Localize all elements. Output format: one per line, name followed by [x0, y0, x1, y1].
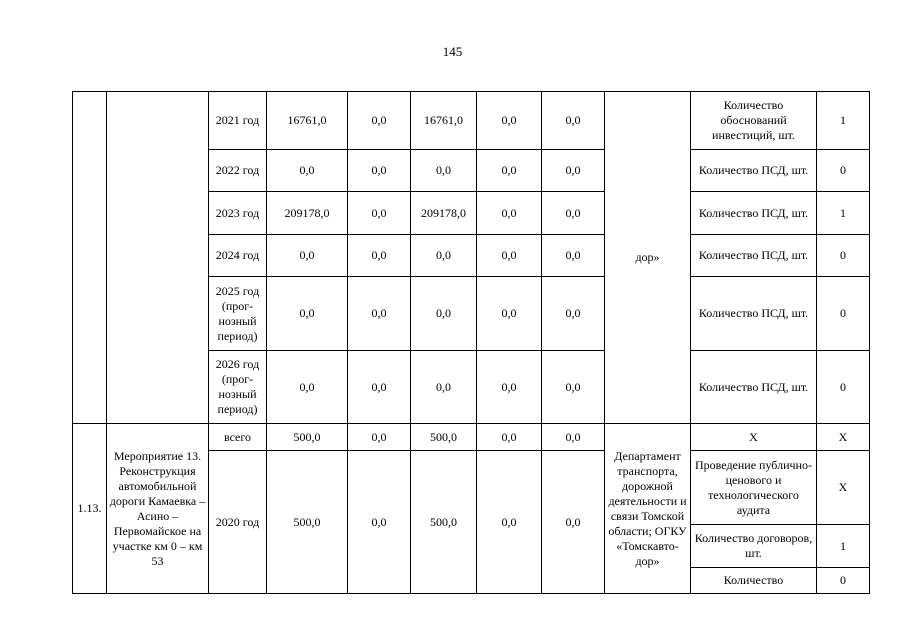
- other-cell: 0,0: [542, 277, 605, 351]
- year-cell: 2022 год: [209, 150, 267, 192]
- local-cell: 0,0: [477, 235, 542, 277]
- total-cell: 500,0: [267, 451, 348, 594]
- indicator-value-cell: 1: [817, 192, 870, 235]
- other-cell: 0,0: [542, 92, 605, 150]
- indicator-cell: Количество ПСД, шт.: [691, 150, 817, 192]
- year-cell: 2024 год: [209, 235, 267, 277]
- indicator-cell: Проведение публично-ценового и технологического аудита: [691, 451, 817, 525]
- regional-cell: 16761,0: [411, 92, 477, 150]
- program-table: [72, 91, 870, 594]
- local-cell: 0,0: [477, 277, 542, 351]
- other-cell: 0,0: [542, 424, 605, 451]
- indicator-value-cell: 0: [817, 568, 870, 594]
- federal-cell: 0,0: [348, 424, 411, 451]
- other-cell: 0,0: [542, 150, 605, 192]
- federal-cell: 0,0: [348, 277, 411, 351]
- regional-cell: 0,0: [411, 351, 477, 424]
- indicator-value-cell: 1: [817, 92, 870, 150]
- indicator-value-cell: 0: [817, 235, 870, 277]
- other-cell: 0,0: [542, 451, 605, 594]
- page-number: 145: [442, 44, 463, 59]
- other-cell: 0,0: [542, 351, 605, 424]
- executor-cell: дор»: [605, 92, 691, 424]
- total-cell: 500,0: [267, 424, 348, 451]
- indicator-value-cell: 0: [817, 351, 870, 424]
- total-cell: 209178,0: [267, 192, 348, 235]
- year-cell: 2025 год (прог-нозный период): [209, 277, 267, 351]
- federal-cell: 0,0: [348, 451, 411, 594]
- year-cell: 2023 год: [209, 192, 267, 235]
- regional-cell: 500,0: [411, 451, 477, 594]
- indicator-value-cell: Х: [817, 451, 870, 525]
- table-row: [73, 92, 870, 150]
- year-cell: 2021 год: [209, 92, 267, 150]
- local-cell: 0,0: [477, 192, 542, 235]
- indicator-cell: Количество ПСД, шт.: [691, 351, 817, 424]
- local-cell: 0,0: [477, 424, 542, 451]
- total-cell: 16761,0: [267, 92, 348, 150]
- indicator-cell: Количество ПСД, шт.: [691, 235, 817, 277]
- total-cell: 0,0: [267, 235, 348, 277]
- regional-cell: 209178,0: [411, 192, 477, 235]
- indicator-value-cell: 0: [817, 150, 870, 192]
- other-cell: 0,0: [542, 235, 605, 277]
- indicator-cell: Количество обоснований инвестиций, шт.: [691, 92, 817, 150]
- federal-cell: 0,0: [348, 92, 411, 150]
- regional-cell: 0,0: [411, 150, 477, 192]
- number-cell: 1.13.: [73, 424, 107, 594]
- indicator-cell: Количество ПСД, шт.: [691, 277, 817, 351]
- indicator-cell: Количество: [691, 568, 817, 594]
- indicator-value-cell: 0: [817, 277, 870, 351]
- regional-cell: 0,0: [411, 235, 477, 277]
- indicator-value-cell: 1: [817, 525, 870, 568]
- indicator-value-cell: Х: [817, 424, 870, 451]
- local-cell: 0,0: [477, 451, 542, 594]
- executor-cell: Департамент транспорта, дорожной деятельности и связи Томской области; ОГКУ «Томскавто-дор»: [605, 424, 691, 594]
- indicator-cell: Х: [691, 424, 817, 451]
- indicator-cell: Количество договоров, шт.: [691, 525, 817, 568]
- local-cell: 0,0: [477, 351, 542, 424]
- regional-cell: 0,0: [411, 277, 477, 351]
- table-row: [73, 424, 870, 451]
- local-cell: 0,0: [477, 92, 542, 150]
- measure-name-cell: Мероприятие 13. Реконструкция автомобильной дороги Камаевка – Асино – Первомайское на участке км 0 – км 53: [107, 424, 209, 594]
- total-cell: 0,0: [267, 277, 348, 351]
- federal-cell: 0,0: [348, 235, 411, 277]
- federal-cell: 0,0: [348, 351, 411, 424]
- indicator-cell: Количество ПСД, шт.: [691, 192, 817, 235]
- federal-cell: 0,0: [348, 192, 411, 235]
- total-cell: 0,0: [267, 351, 348, 424]
- regional-cell: 500,0: [411, 424, 477, 451]
- measure-name-cell: [107, 92, 209, 424]
- local-cell: 0,0: [477, 150, 542, 192]
- year-cell: 2020 год: [209, 451, 267, 594]
- year-cell: всего: [209, 424, 267, 451]
- federal-cell: 0,0: [348, 150, 411, 192]
- year-cell: 2026 год (прог-нозный период): [209, 351, 267, 424]
- number-cell: [73, 92, 107, 424]
- total-cell: 0,0: [267, 150, 348, 192]
- other-cell: 0,0: [542, 192, 605, 235]
